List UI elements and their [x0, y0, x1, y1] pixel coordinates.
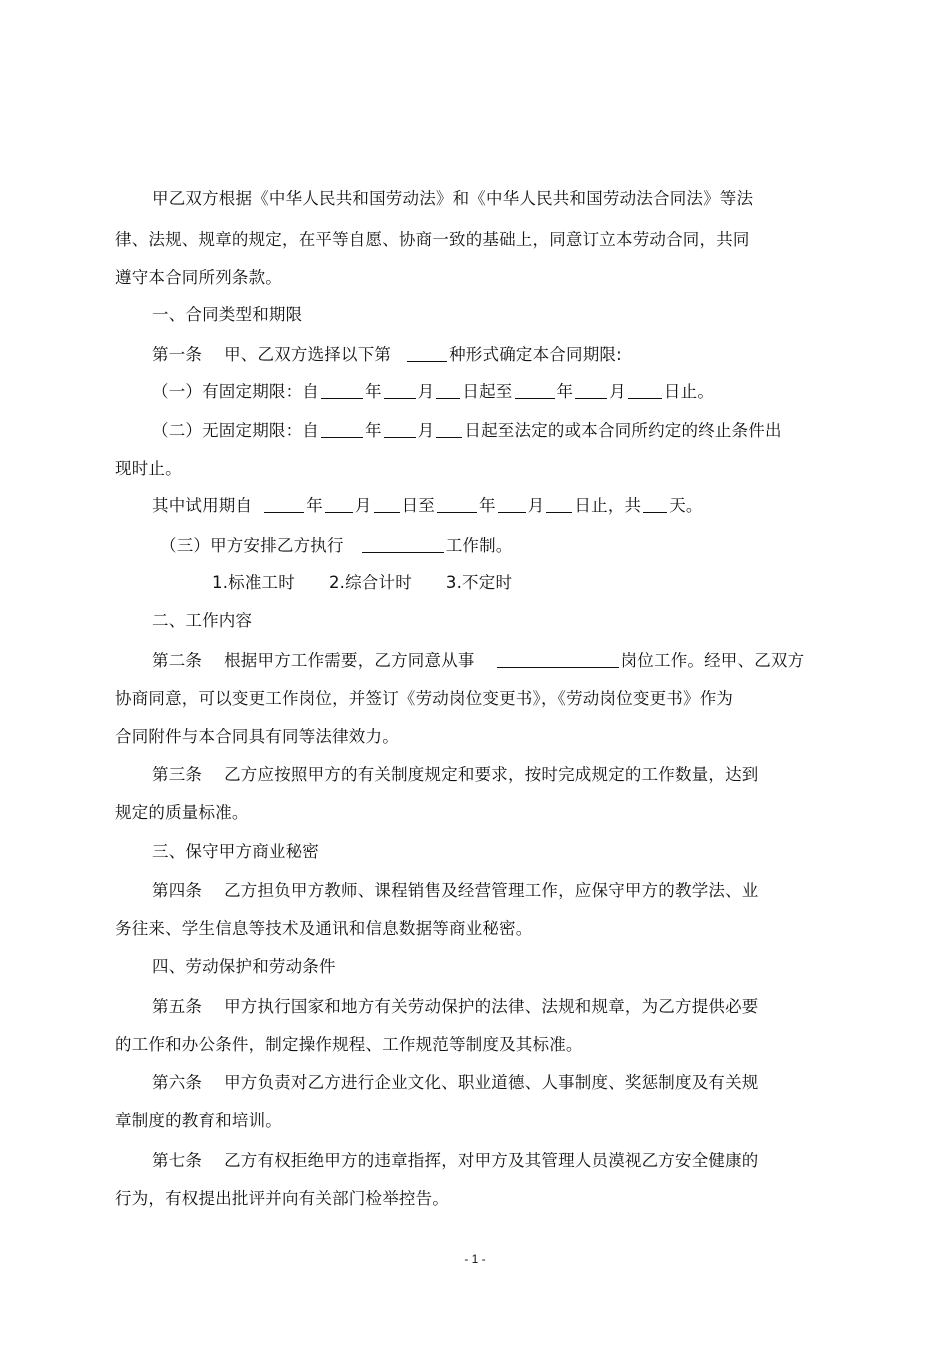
article-2	[152, 650, 804, 672]
article-5-text: 甲方执行国家和地方有关劳动保护的法律、法规和规章，为乙方提供必要	[224, 997, 759, 1016]
blank-end-year[interactable]	[515, 382, 555, 399]
blank-trial-days[interactable]	[643, 496, 667, 513]
article-4	[152, 880, 759, 902]
section-heading-1: 一、合同类型和期限	[152, 305, 303, 324]
option-open-term-label: （二）无固定期限：自	[152, 421, 319, 440]
article-6-label: 第六条	[152, 1073, 203, 1092]
article-5	[152, 996, 759, 1018]
blank-start-month[interactable]	[384, 382, 416, 399]
blank-work-system[interactable]	[362, 536, 444, 553]
blank-trial-start-month[interactable]	[325, 496, 353, 513]
unit-day-total: 日止，共	[574, 496, 642, 515]
unit-year: 年	[365, 382, 382, 401]
work-system-choices	[212, 572, 512, 594]
intro-line-2: 律、法规、规章的规定，在平等自愿、协商一致的基础上，同意订立本劳动合同，共同	[115, 230, 750, 249]
unit-month: 月	[354, 496, 372, 515]
blank-position[interactable]	[497, 651, 619, 668]
choice-flexible-hours: 3.不定时	[445, 573, 513, 592]
article-7-text: 乙方有权拒绝甲方的违章指挥，对甲方及其管理人员漠视乙方安全健康的	[224, 1151, 759, 1170]
article-2-text-b: 岗位工作。经甲、乙双方	[620, 651, 805, 670]
blank-trial-end-year[interactable]	[437, 496, 477, 513]
article-2-label: 第二条	[152, 651, 203, 670]
unit-month: 月	[527, 496, 545, 515]
article-1-label: 第一条	[152, 345, 203, 364]
blank-start-year[interactable]	[321, 382, 363, 399]
blank-start-year[interactable]	[321, 421, 363, 438]
option-open-term-line-2: 现时止。	[115, 459, 182, 478]
article-6	[152, 1072, 759, 1094]
trial-period	[152, 495, 703, 517]
unit-days: 天。	[669, 496, 703, 515]
option-work-system	[160, 535, 513, 557]
article-2-text-a: 根据甲方工作需要，乙方同意从事	[224, 651, 475, 670]
trial-period-label: 其中试用期自	[152, 496, 253, 515]
article-4-line-2: 务往来、学生信息等技术及通讯和信息数据等商业秘密。	[115, 919, 533, 938]
blank-end-month[interactable]	[575, 382, 607, 399]
option-open-term	[152, 420, 782, 442]
article-5-line-2: 的工作和办公条件，制定操作规程、工作规范等制度及其标准。	[115, 1035, 583, 1054]
option-work-system-text: 工作制。	[445, 536, 513, 555]
option-work-system-label: （三）甲方安排乙方执行	[160, 536, 344, 555]
section-heading-4: 四、劳动保护和劳动条件	[152, 957, 336, 976]
option-fixed-term	[152, 381, 714, 403]
article-1-text-b: 种形式确定本合同期限:	[449, 345, 622, 364]
article-1	[152, 344, 622, 366]
choice-comprehensive-hours: 2.综合计时	[328, 573, 412, 592]
article-3-text: 乙方应按照甲方的有关制度规定和要求，按时完成规定的工作数量，达到	[224, 765, 759, 784]
unit-month: 月	[417, 421, 435, 440]
article-3	[152, 764, 759, 786]
article-5-label: 第五条	[152, 997, 203, 1016]
blank-start-day[interactable]	[436, 421, 462, 438]
article-3-label: 第三条	[152, 765, 203, 784]
blank-end-day[interactable]	[628, 382, 662, 399]
article-1-text-a: 甲、乙双方选择以下第	[224, 345, 392, 364]
unit-day-to: 日至	[401, 496, 436, 515]
unit-year: 年	[556, 382, 574, 401]
page-number: - 1 -	[464, 1252, 486, 1266]
blank-start-month[interactable]	[384, 421, 416, 438]
blank-trial-start-day[interactable]	[374, 496, 400, 513]
article-4-text: 乙方担负甲方教师、课程销售及经营管理工作，应保守甲方的教学法、业	[224, 881, 759, 900]
option-fixed-term-label: （一）有固定期限：自	[152, 382, 319, 401]
article-7	[152, 1150, 759, 1172]
unit-day-end: 日止。	[663, 382, 715, 401]
blank-form-choice[interactable]	[407, 345, 447, 362]
unit-month: 月	[417, 382, 435, 401]
section-heading-3: 三、保守甲方商业秘密	[152, 842, 319, 861]
intro-line-1: 甲乙双方根据《中华人民共和国劳动法》和《中华人民共和国劳动法合同法》等法	[152, 189, 754, 208]
option-open-term-text: 日起至法定的或本合同所约定的终止条件出	[464, 421, 782, 440]
blank-trial-start-year[interactable]	[264, 496, 304, 513]
article-6-line-2: 章制度的教育和培训。	[115, 1111, 282, 1130]
article-7-line-2: 行为，有权提出批评并向有关部门检举控告。	[115, 1189, 449, 1208]
article-3-line-2: 规定的质量标准。	[115, 803, 249, 822]
unit-year: 年	[479, 496, 496, 515]
unit-year: 年	[306, 496, 323, 515]
unit-month: 月	[609, 382, 626, 401]
article-2-line-3: 合同附件与本合同具有同等法律效力。	[115, 727, 399, 746]
blank-start-day[interactable]	[436, 382, 460, 399]
unit-year: 年	[365, 421, 382, 440]
intro-line-3: 遵守本合同所列条款。	[115, 268, 282, 287]
section-heading-2: 二、工作内容	[152, 611, 253, 630]
blank-trial-end-day[interactable]	[546, 496, 572, 513]
unit-day-from: 日起至	[462, 382, 513, 401]
article-6-text: 甲方负责对乙方进行企业文化、职业道德、人事制度、奖惩制度及有关规	[224, 1073, 759, 1092]
blank-trial-end-month[interactable]	[498, 496, 526, 513]
article-7-label: 第七条	[152, 1151, 203, 1170]
choice-standard-hours: 1.标准工时	[212, 573, 295, 592]
article-4-label: 第四条	[152, 881, 203, 900]
article-2-line-2: 协商同意，可以变更工作岗位，并签订《劳动岗位变更书》，《劳动岗位变更书》作为	[115, 689, 734, 708]
